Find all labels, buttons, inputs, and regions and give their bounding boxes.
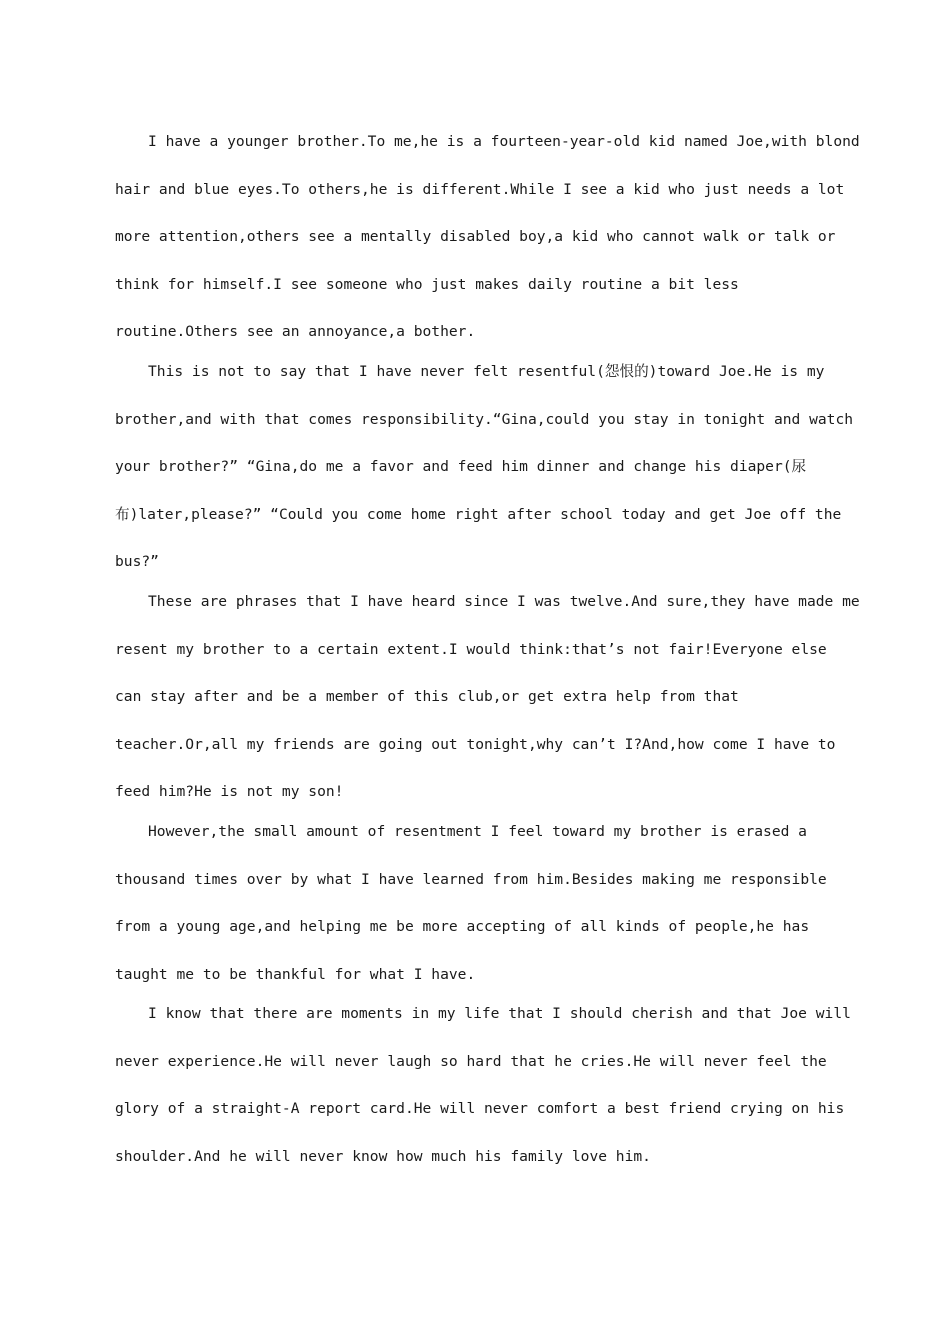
text-line: brother,and with that comes responsibility.“Gina,could you stay in tonight and watch (115, 410, 854, 428)
text-line: your brother?” “Gina,do me a favor and feed him dinner and change his diaper(尿 (115, 458, 807, 476)
text-line: think for himself.I see someone who just makes daily routine a bit less (115, 275, 739, 293)
text-line: However,the small amount of resentment I feel toward my brother is erased a (148, 822, 807, 840)
text-line: routine.Others see an annoyance,a bother. (115, 323, 476, 341)
text-line: taught me to be thankful for what I have. (115, 965, 476, 983)
text-line: more attention,others see a mentally disabled boy,a kid who cannot walk or talk or (115, 228, 836, 246)
paragraph-1 (115, 118, 860, 356)
paragraph-3 (115, 578, 860, 816)
text-line: shoulder.And he will never know how much his family love him. (115, 1148, 651, 1166)
text-line: bus?” (115, 553, 159, 571)
text-line: resent my brother to a certain extent.I would think:that’s not fair!Everyone else (115, 640, 827, 658)
text-line: can stay after and be a member of this club,or get extra help from that (115, 688, 739, 706)
paragraph-4 (115, 808, 835, 998)
text-line: This is not to say that I have never felt resentful(怨恨的)toward Joe.He is my (148, 362, 825, 380)
text-line: 布)later,please?” “Could you come home right after school today and get Joe off the (115, 505, 842, 523)
paragraph-2 (115, 348, 854, 586)
article-body (115, 118, 860, 1173)
text-line: teacher.Or,all my friends are going out tonight,why can’t I?And,how come I have to (115, 735, 836, 753)
text-line: glory of a straight-A report card.He will never comfort a best friend crying on his (115, 1100, 845, 1118)
text-line: thousand times over by what I have learned from him.Besides making me responsible (115, 870, 827, 888)
text-line: hair and blue eyes.To others,he is different.While I see a kid who just needs a lot (115, 180, 845, 198)
text-line: from a young age,and helping me be more accepting of all kinds of people,he has (115, 918, 810, 936)
text-line: I know that there are moments in my life that I should cherish and that Joe will (148, 1005, 851, 1023)
text-line: These are phrases that I have heard since I was twelve.And sure,they have made me (148, 592, 860, 610)
paragraph-5 (115, 990, 851, 1180)
text-line: feed him?He is not my son! (115, 783, 344, 801)
text-line: I have a younger brother.To me,he is a fourteen-year-old kid named Joe,with blond (148, 133, 860, 150)
text-line: never experience.He will never laugh so hard that he cries.He will never feel the (115, 1052, 827, 1070)
